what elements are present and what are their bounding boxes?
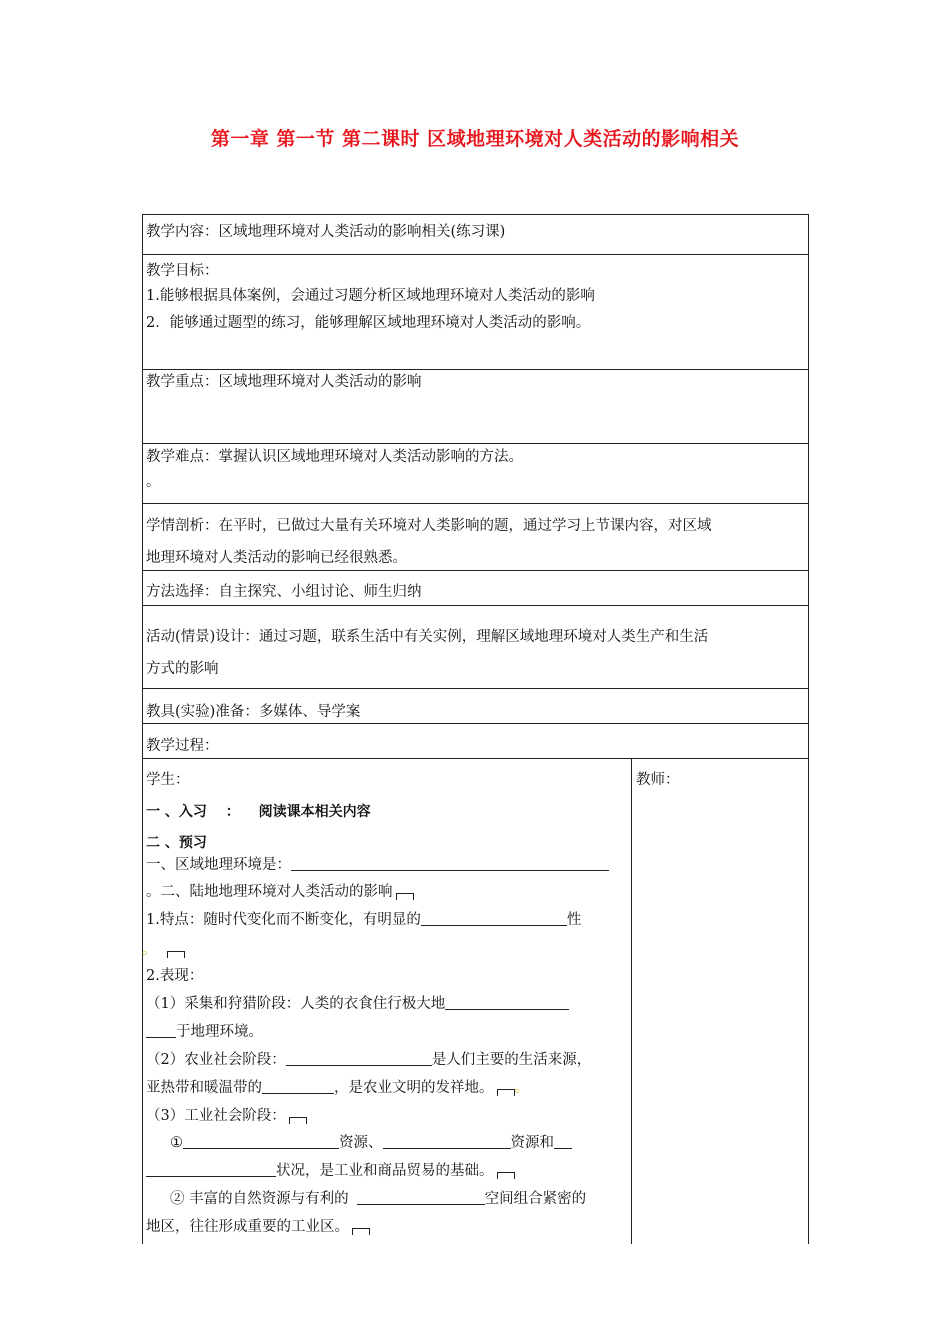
question-5 xyxy=(146,992,569,1013)
answer-blank[interactable] xyxy=(146,1162,276,1177)
question-7-text: 亚热带和暖温带的 xyxy=(146,1080,262,1096)
teaching-tools: 教具(实验)准备：多媒体、导学案 xyxy=(146,704,361,720)
question-6 xyxy=(146,1048,591,1069)
row-divider xyxy=(142,758,809,759)
table-border-left xyxy=(142,214,143,1244)
teaching-goal-1: 1.能够根据具体案例，会通过习题分析区域地理环境对人类活动的影响 xyxy=(146,288,595,304)
question-3-suffix: 性 xyxy=(566,912,582,928)
row-divider xyxy=(142,254,809,255)
row-divider xyxy=(142,688,809,689)
question-5-cont xyxy=(146,1020,263,1041)
answer-blank[interactable] xyxy=(554,1134,572,1149)
question-10-text: 状况，是工业和商品贸易的基础。 xyxy=(276,1163,494,1179)
teaching-process: 教学过程： xyxy=(146,738,219,754)
answer-blank[interactable] xyxy=(421,911,567,926)
row-divider xyxy=(142,723,809,724)
question-3-text: 1.特点：随时代变化而不断变化，有明显的 xyxy=(146,912,421,928)
preview-heading: 二 、预习 xyxy=(146,835,207,851)
question-10 xyxy=(146,1159,515,1180)
row-divider xyxy=(142,605,809,606)
student-label: 学生： xyxy=(146,772,190,788)
table-border-top xyxy=(142,214,809,215)
row-divider xyxy=(142,503,809,504)
edit-mark-icon xyxy=(352,1228,370,1235)
question-4: 2.表现： xyxy=(146,968,204,984)
question-8 xyxy=(146,1104,307,1125)
question-9 xyxy=(170,1131,572,1152)
answer-blank[interactable] xyxy=(383,1134,511,1149)
edit-mark-icon xyxy=(289,1117,307,1124)
teaching-goal-2: 2．能够通过题型的练习，能够理解区域地理环境对人类活动的影响。 xyxy=(146,315,591,331)
answer-blank[interactable] xyxy=(291,856,609,871)
intro-heading-b: ： xyxy=(225,804,240,820)
question-12-text: 地区，往往形成重要的工业区。 xyxy=(146,1219,349,1235)
question-9-mid: 资源、 xyxy=(339,1135,383,1151)
answer-blank[interactable] xyxy=(445,995,569,1010)
difficulty-dot: 。 xyxy=(146,474,161,490)
question-7-suffix: ，是农业文明的发祥地。 xyxy=(334,1080,494,1096)
question-7-dot: 。 xyxy=(514,1080,529,1096)
edit-mark-icon xyxy=(497,1089,515,1096)
teaching-key-point: 教学重点：区域地理环境对人类活动的影响 xyxy=(146,374,422,390)
teacher-label: 教师： xyxy=(636,772,680,788)
teaching-difficulty: 教学难点：掌握认识区域地理环境对人类活动影响的方法。 xyxy=(146,449,523,465)
table-border-right xyxy=(808,214,809,1244)
edit-mark-icon xyxy=(497,1172,515,1179)
edit-mark-icon xyxy=(167,951,185,958)
row-divider xyxy=(142,570,809,571)
question-11-text: ② 丰富的自然资源与有利的 xyxy=(170,1191,349,1207)
question-1-text: 一、区域地理环境是： xyxy=(146,857,291,873)
question-2-text: 。二、陆地地理环境对人类活动的影响 xyxy=(146,884,393,900)
question-5-text: （1）采集和狩猎阶段：人类的衣食住行极大地 xyxy=(146,996,446,1012)
row-divider xyxy=(142,443,809,444)
question-3-dot: 。 xyxy=(142,942,157,958)
edit-mark-icon xyxy=(396,893,414,900)
question-7 xyxy=(146,1076,529,1097)
question-11-suffix: 空间组合紧密的 xyxy=(484,1191,587,1207)
answer-blank[interactable] xyxy=(146,1023,176,1038)
question-2 xyxy=(146,880,414,901)
question-5-suffix: 于地理环境。 xyxy=(176,1024,263,1040)
question-12 xyxy=(146,1215,370,1236)
activity-design-line-1: 活动(情景)设计：通过习题，联系生活中有关实例，理解区域地理环境对人类生产和生活 xyxy=(146,629,709,645)
answer-blank[interactable] xyxy=(286,1051,432,1066)
question-9-prefix: ① xyxy=(170,1135,183,1151)
teaching-goals-label: 教学目标： xyxy=(146,263,219,279)
question-9-suffix: 资源和 xyxy=(510,1135,554,1151)
question-8-text: （3）工业社会阶段： xyxy=(146,1108,286,1124)
page-title: 第一章 第一节 第二课时 区域地理环境对人类活动的影响相关 xyxy=(210,128,740,150)
answer-blank[interactable] xyxy=(183,1134,339,1149)
intro-heading-c: 阅读课本相关内容 xyxy=(258,804,371,820)
question-6-text: （2）农业社会阶段： xyxy=(146,1052,286,1068)
question-1 xyxy=(146,853,609,874)
question-3-end xyxy=(142,938,185,959)
column-divider xyxy=(631,758,632,1244)
student-analysis-line-1: 学情剖析：在平时，已做过大量有关环境对人类影响的题，通过学习上节课内容，对区域 xyxy=(146,518,712,534)
intro-heading-a: 一 、入习 xyxy=(146,804,207,820)
question-11 xyxy=(170,1187,586,1208)
teaching-content: 教学内容：区域地理环境对人类活动的影响相关(练习课) xyxy=(146,224,506,240)
answer-blank[interactable] xyxy=(262,1079,334,1094)
question-6-suffix: 是人们主要的生活来源， xyxy=(431,1052,592,1068)
activity-design-line-2: 方式的影响 xyxy=(146,661,219,677)
intro-heading xyxy=(146,801,371,821)
method-selection: 方法选择：自主探究、小组讨论、师生归纳 xyxy=(146,584,422,600)
question-3 xyxy=(146,908,581,929)
answer-blank[interactable] xyxy=(357,1190,485,1205)
student-analysis-line-2: 地理环境对人类活动的影响已经很熟悉。 xyxy=(146,550,407,566)
